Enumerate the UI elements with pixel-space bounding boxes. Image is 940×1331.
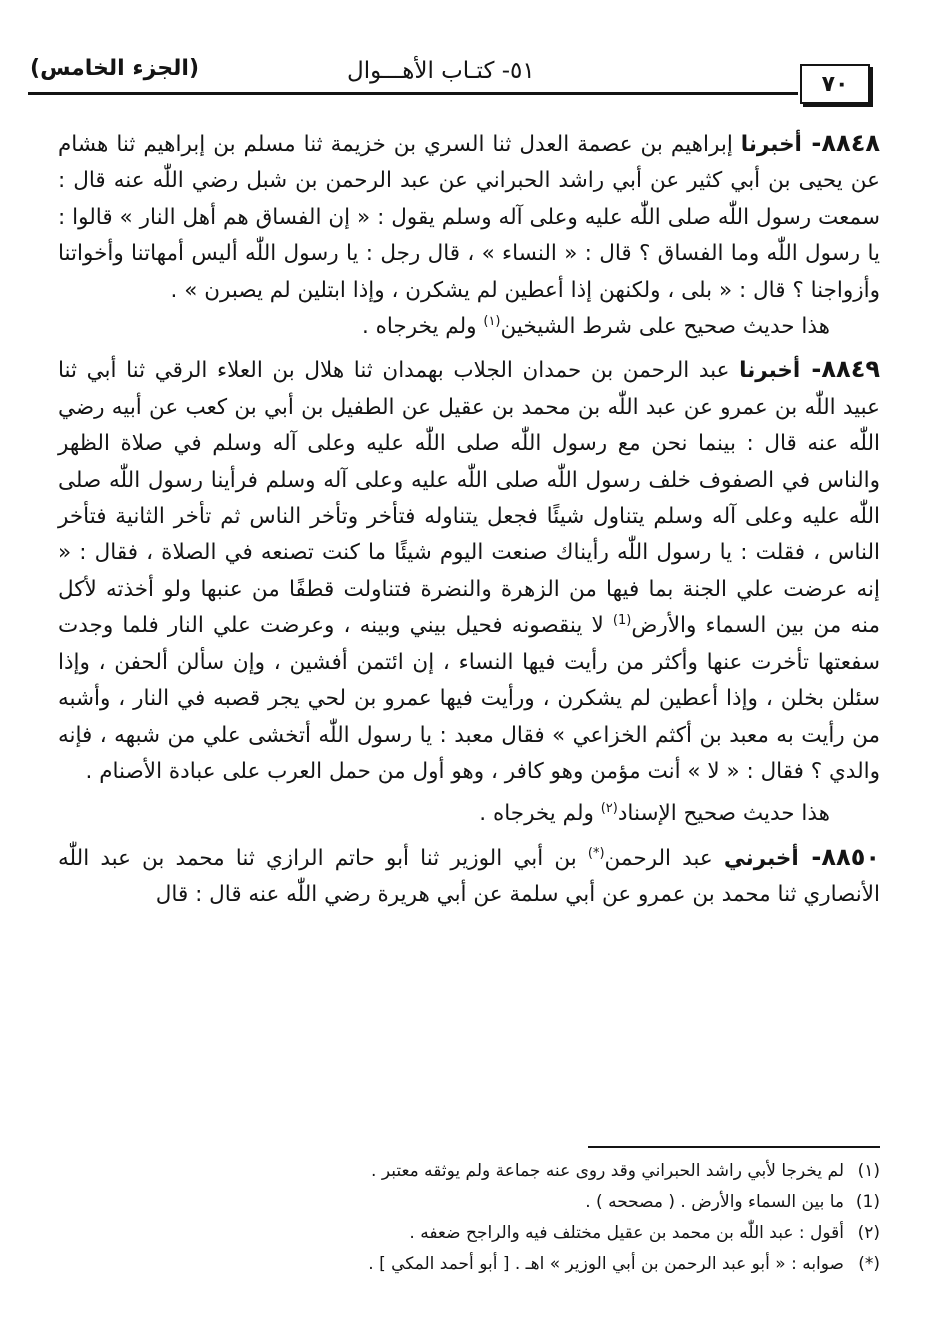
page-number-box: [800, 64, 870, 104]
hadith-text: عبد الرحمن: [604, 845, 713, 871]
footnote-text: ما بين السماء والأرض . ( مصححه ) .: [585, 1192, 844, 1212]
page-header: [22, 52, 862, 98]
footnote-item: [58, 1249, 880, 1280]
hadith-8850: ٨٨٥٠- أخبرني عبد الرحمن(*) بن أبي الوزير ثنا أبو حاتم الرازي ثنا محمد بن عبد اللّٰه الأنصاري ثنا محمد بن عمرو عن أبي سلمة عن أبي هريرة رضي اللّٰه عنه قال : قال: [58, 842, 880, 908]
hadith-text: إبراهيم بن عصمة العدل ثنا السري بن خزيمة ثنا مسلم بن إبراهيم ثنا هشام عن يحيى بن أبي كثير عن أبي راشد الحبراني عن عبد الرحمن بن شبل رضي اللّٰه عنه قال : سمعت رسول اللّٰه صلى اللّٰه عليه وعلى آله وسلم يقول : « إن الفساق هم أهل النار » قالوا : يا رسول اللّٰه وما الفساق ؟ قال : « النساء » ، قال رجل : يا رسول اللّٰه أليس أمهاتنا وأخواتنا وأزواجنا ؟ قال : « بلى ، ولكنهن إذا أعطين لم يشكرن ، وإذا ابتلين لم يصبرن » .: [58, 132, 880, 303]
book-title: ٥١- كتـاب الأهـــوال: [347, 58, 535, 84]
main-text: [58, 125, 880, 914]
header-rule: [28, 92, 798, 95]
footnote-item: [58, 1156, 880, 1187]
verdict-end: ولم يخرجاه .: [361, 314, 484, 340]
footnote-ref[interactable]: (٢): [600, 801, 618, 817]
footnote-marker: (*): [858, 1254, 880, 1274]
hadith-8849: ٨٨٤٩- أخبرنا عبد الرحمن بن حمدان الجلاب بهمدان ثنا هلال بن العلاء الرقي ثنا أبي ثنا عبيد اللّٰه بن عمرو عن عبد اللّٰه بن محمد بن عقيل عن الطفيل بن أبي بن كعب عن أبيه رضي اللّٰه عنه قال : بينما نحن مع رسول اللّٰه صلى اللّٰه عليه وعلى آله وسلم في صلاة الظهر والناس في الصفوف خلف رسول اللّٰه صلى اللّٰه عليه وعلى آله وسلم فرأينا رسول اللّٰه صلى اللّٰه عليه وعلى آله وسلم يتناول شيئًا فجعل يتناوله فتأخر وتأخر الناس ثم تأخر الثانية فتأخر الناس ، فقلت : يا رسول اللّٰه رأيناك صنعت اليوم شيئًا ما كنت تصنعه في الصلاة ، فقال : « إنه عرضت علي الجنة بما فيها من الزهرة والنضرة فتناولت قطفًا من عنبها ولو أخذته لأكل منه من بين السماء والأرض$^{(1)}$ لا ينقصونه فحيل بيني وبينه ، وعرضت علي النار فلما وجدت سفعتها تأخرت عنها وأكثر من رأيت فيها النساء ، إن ائتمن أفشين ، وإن سألن ألحفن ، وإذا سئلن بخلن ، وإذا أعطين لم يشكرن ، ورأيت فيها عمرو بن لحي يجر قصبه في النار ، وأشبه من رأيت به معبد بن أكثم الخزاعي » فقال معبد : يا رسول اللّٰه أتخشى علي من شبهه ، فإنه والدي ؟ فقال : « لا » أنت مؤمن وهو كافر ، وهو أول من حمل العرب على عبادة الأصنام .: [58, 355, 880, 784]
footnote-marker: (٢): [857, 1223, 880, 1243]
hadith-number: ٨٨٤٨: [821, 129, 880, 157]
footnotes: [58, 1156, 880, 1280]
volume-label: (الجزء الخامس): [30, 56, 200, 81]
footnote-marker: (1): [855, 1192, 880, 1212]
hadith-8849-verdict: [58, 796, 880, 832]
verdict-text: هذا حديث صحيح على شرط الشيخين: [500, 314, 830, 340]
footnote-text: صوابه : « أبو عبد الرحمن بن أبي الوزير » اهـ . [ أبو أحمد المكي ] .: [368, 1254, 844, 1274]
verdict-end: ولم يخرجاه .: [479, 801, 601, 827]
footnote-text: لم يخرجا لأبي راشد الحبراني وقد روى عنه جماعة ولم يوثقه معتبر .: [371, 1161, 844, 1181]
footnote-rule: [588, 1146, 880, 1148]
footnote-marker: (١): [857, 1161, 880, 1181]
hadith-keyword: أخبرنا: [739, 358, 801, 384]
footnote-ref[interactable]: (1): [612, 613, 632, 629]
page-number: ٧٠: [821, 71, 849, 97]
hadith-keyword: أخبرنا: [740, 132, 802, 157]
hadith-number: ٨٨٥٠: [821, 842, 880, 871]
footnote-ref[interactable]: (١): [483, 313, 501, 329]
verdict-text: هذا حديث صحيح الإسناد: [617, 801, 830, 827]
hadith-text-continued: لا ينقصونه فحيل بيني وبينه ، وعرضت علي النار فلما وجدت سفعتها تأخرت عنها وأكثر من رأيت فيها النساء ، إن ائتمن أفشين ، وإن سألن ألحفن ، وإذا سئلن بخلن ، وإذا أعطين لم يشكرن ، ورأيت فيها عمرو بن لحي يجر قصبه في النار ، وأشبه من رأيت به معبد بن أكثم الخزاعي » فقال معبد : يا رسول اللّٰه أتخشى علي من شبهه ، فإنه والدي ؟ فقال : « لا » أنت مؤمن وهو كافر ، وهو أول من حمل العرب على عبادة الأصنام .: [58, 613, 880, 784]
hadith-8848: ٨٨٤٨- أخبرنا إبراهيم بن عصمة العدل ثنا السري بن خزيمة ثنا مسلم بن إبراهيم ثنا هشام عن يحيى بن أبي كثير عن أبي راشد الحبراني عن عبد الرحمن بن شبل رضي اللّٰه عنه قال : سمعت رسول اللّٰه صلى اللّٰه عليه وعلى آله وسلم يقول : « إن الفساق هم أهل النار » قالوا : يا رسول اللّٰه وما الفساق ؟ قال : « النساء » ، قال رجل : يا رسول اللّٰه أليس أمهاتنا وأخواتنا وأزواجنا ؟ قال : « بلى ، ولكنهن إذا أعطين لم يشكرن ، وإذا ابتلين لم يصبرن » .: [58, 129, 880, 303]
hadith-number: ٨٨٤٩: [821, 355, 880, 384]
hadith-text-continued: بن أبي الوزير ثنا أبو حاتم الرازي ثنا محمد بن عبد اللّٰه الأنصاري ثنا محمد بن عمرو عن أبي سلمة عن أبي هريرة رضي اللّٰه عنه قال : قال: [58, 845, 880, 908]
hadith-text: عبد الرحمن بن حمدان الجلاب بهمدان ثنا هلال بن العلاء الرقي ثنا أبي ثنا عبيد اللّٰه بن عمرو عن عبد اللّٰه بن محمد بن عقيل عن الطفيل بن أبي بن كعب عن أبيه رضي اللّٰه عنه قال : بينما نحن مع رسول اللّٰه صلى اللّٰه عليه وعلى آله وسلم في صلاة الظهر والناس في الصفوف خلف رسول اللّٰه صلى اللّٰه عليه وعلى آله وسلم فرأينا رسول اللّٰه صلى اللّٰه عليه وعلى آله وسلم يتناول شيئًا فجعل يتناوله فتأخر وتأخر الناس ثم تأخر الثانية فتأخر الناس ، فقلت : يا رسول اللّٰه رأيناك صنعت اليوم شيئًا ما كنت تصنعه في الصلاة ، فقال : « إنه عرضت علي الجنة بما فيها من الزهرة والنضرة فتناولت قطفًا من عنبها ولو أخذته لأكل منه من بين السماء والأرض: [58, 358, 880, 639]
hadith-keyword: أخبرني: [723, 845, 799, 871]
footnote-item: [58, 1187, 880, 1218]
footnote-item: [58, 1218, 880, 1249]
footnote-ref[interactable]: (*): [587, 845, 605, 861]
hadith-8848-verdict: [58, 309, 880, 345]
footnote-text: أقول : عبد اللّٰه بن محمد بن عقيل مختلف فيه والراجح ضعفه .: [409, 1223, 844, 1243]
